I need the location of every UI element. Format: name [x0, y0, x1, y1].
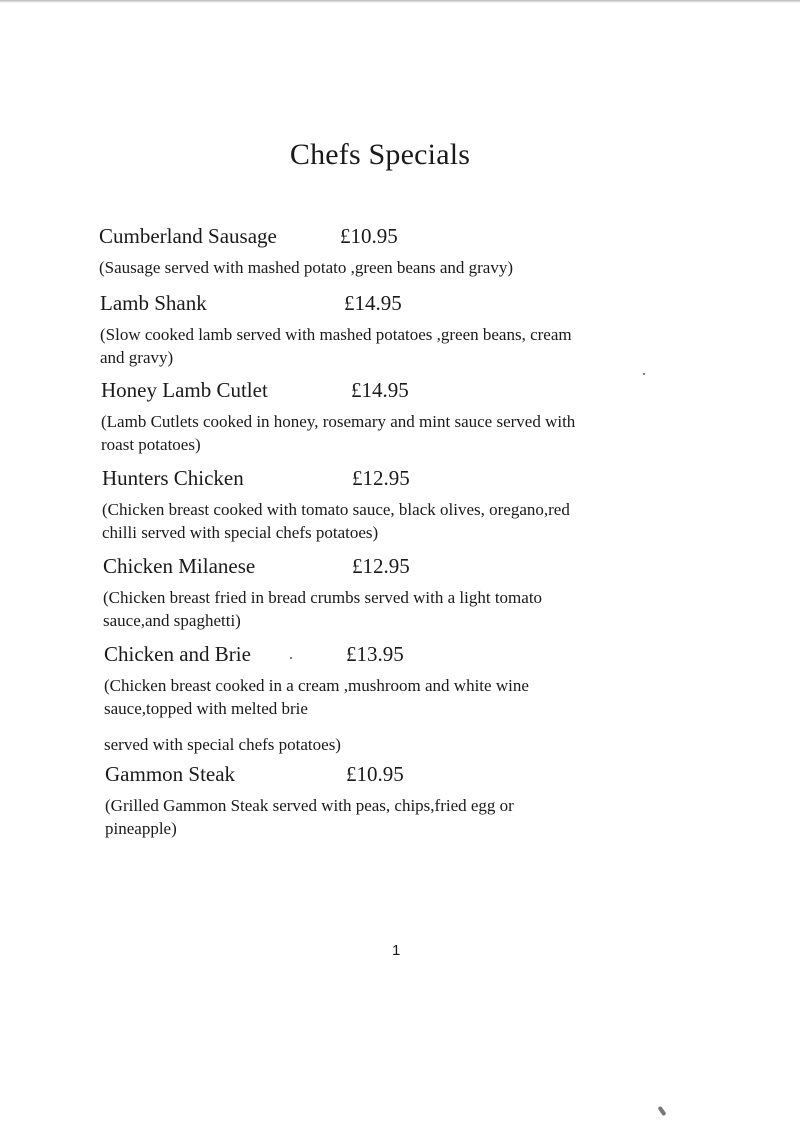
dish-item-honey-lamb-cutlet — [101, 378, 575, 456]
dish-description-line2: chilli served with special chefs potatoes) — [102, 523, 379, 542]
dish-description: (Chicken breast cooked with tomato sauce, black olives, oregano,red — [102, 500, 570, 519]
page-title: Chefs Specials — [289, 138, 471, 171]
dish-item-gammon-steak — [105, 762, 514, 840]
dish-description-line2: and gravy) — [100, 348, 174, 367]
scan-speck — [290, 657, 292, 659]
dish-price: £14.95 — [351, 378, 409, 402]
dish-name: Cumberland Sausage — [99, 224, 277, 248]
dish-item-hunters-chicken — [102, 466, 570, 544]
dish-price: £12.95 — [352, 554, 410, 578]
dish-description: (Chicken breast fried in bread crumbs served with a light tomato — [103, 588, 543, 607]
dish-description: (Chicken breast cooked in a cream ,mushroom and white wine — [104, 676, 529, 695]
dish-price: £12.95 — [352, 466, 410, 490]
dish-item-chicken-and-brie — [104, 642, 529, 756]
scan-edge — [0, 0, 800, 3]
dish-price: £14.95 — [344, 291, 402, 315]
dish-description-line2: sauce,topped with melted brie — [104, 699, 308, 718]
scan-speck — [657, 1106, 666, 1116]
dish-description-line2: pineapple) — [105, 819, 177, 838]
dish-description-line2: sauce,and spaghetti) — [103, 611, 241, 630]
dish-name: Gammon Steak — [105, 762, 236, 786]
scan-speck — [643, 373, 645, 375]
dish-description: (Sausage served with mashed potato ,green beans and gravy) — [99, 258, 514, 277]
dish-price: £10.95 — [346, 762, 404, 786]
dish-name: Honey Lamb Cutlet — [101, 378, 268, 402]
dish-price: £10.95 — [340, 224, 398, 248]
dish-description-line2: roast potatoes) — [101, 435, 201, 454]
dish-description: (Slow cooked lamb served with mashed potatoes ,green beans, cream — [100, 325, 572, 344]
dish-item-lamb-shank — [100, 291, 572, 369]
dish-description: (Lamb Cutlets cooked in honey, rosemary and mint sauce served with — [101, 412, 576, 431]
page-number: 1 — [392, 942, 401, 959]
dish-item-cumberland-sausage — [99, 224, 513, 279]
dish-description-line3: served with special chefs potatoes) — [104, 735, 341, 754]
dish-name: Hunters Chicken — [102, 466, 244, 490]
dish-name: Lamb Shank — [100, 291, 207, 315]
dish-item-chicken-milanese — [103, 554, 542, 632]
dish-price: £13.95 — [346, 642, 404, 666]
dish-description: (Grilled Gammon Steak served with peas, chips,fried egg or — [105, 796, 514, 815]
dish-name: Chicken and Brie — [104, 642, 251, 666]
dish-name: Chicken Milanese — [103, 554, 256, 578]
